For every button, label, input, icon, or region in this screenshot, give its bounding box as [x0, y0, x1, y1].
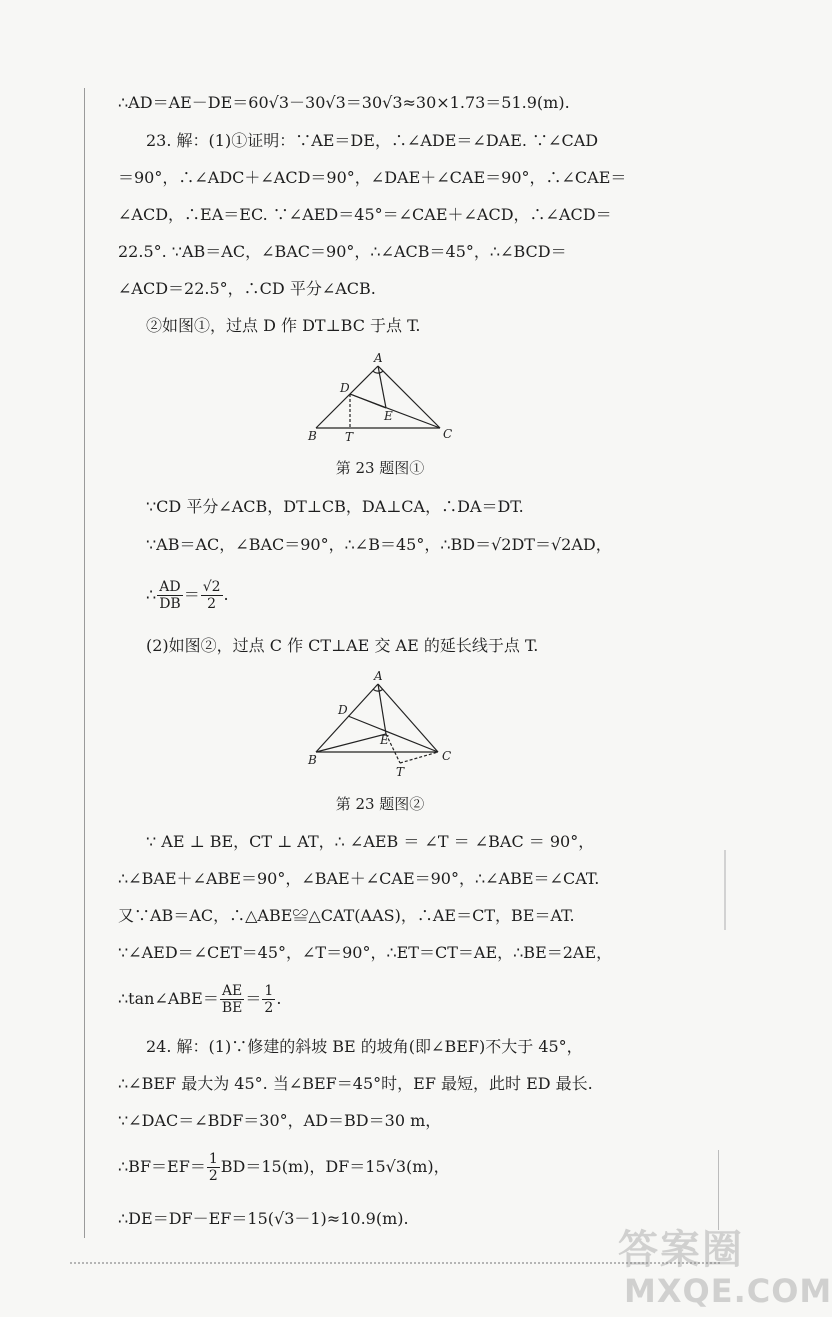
fig2-label-b: B	[308, 753, 317, 767]
fig2-label-c: C	[442, 749, 452, 763]
fig1-label-b: B	[308, 429, 317, 443]
fig2-label-d: D	[338, 703, 348, 717]
bf-suffix: BD＝15(m)，DF＝15√3(m)，	[220, 1157, 450, 1176]
watermark-logo	[608, 1212, 832, 1317]
fraction-one-half-denominator: 2	[264, 1000, 274, 1016]
line-q23-part-2: (2)如图②，过点 C 作 CT⊥AE 交 AE 的延长线于点 T.	[146, 636, 539, 655]
fraction-root2-2-numerator: √2	[202, 579, 221, 595]
line-q23-part2: ②如图①，过点 D 作 DT⊥BC 于点 T.	[146, 316, 421, 335]
fig1-label-a: A	[374, 351, 383, 365]
tan-period: .	[276, 989, 282, 1008]
line-q23-3: ∠ACD，∴EA＝EC. ∵∠AED＝45°＝∠CAE＋∠ACD，∴∠ACD＝	[118, 205, 612, 224]
line-ad-result: ∴AD＝AE－DE＝60√3－30√3＝30√3≈30×1.73＝51.9(m).	[118, 93, 570, 112]
line-q24-3: ∵∠DAC＝∠BDF＝30°，AD＝BD＝30 m，	[118, 1111, 442, 1130]
fig2-label-a: A	[374, 669, 383, 683]
line-q24-result: ∴DE＝DF－EF＝15(√3－1)≈10.9(m).	[118, 1209, 409, 1228]
fig1-label-d: D	[340, 381, 350, 395]
line-q23-5: ∠ACD＝22.5°，∴CD 平分∠ACB.	[118, 279, 376, 298]
line-q23-4: 22.5°. ∵AB＝AC，∠BAC＝90°，∴∠ACB＝45°，∴∠BCD＝	[118, 242, 567, 261]
line-congruence: 又∵AB＝AC，∴△ABE≌△CAT(AAS)，∴AE＝CT，BE＝AT.	[118, 906, 575, 925]
line-ratio	[146, 578, 686, 612]
line-q23-start: 23. 解：(1)①证明：∵AE＝DE，∴∠ADE＝∠DAE. ∵∠CAD	[146, 131, 599, 150]
line-q24-4	[118, 1150, 658, 1184]
line-be-2ae: ∵∠AED＝∠CET＝45°，∠T＝90°，∴ET＝CT＝AE，∴BE＝2AE，	[118, 943, 613, 962]
scan-edge-mark	[724, 850, 726, 930]
ratio-therefore: ∴	[146, 585, 157, 604]
line-q23-2: ＝90°，∴∠ADC＋∠ACD＝90°，∠DAE＋∠CAE＝90°，∴∠CAE＝	[118, 168, 627, 187]
line-bd-relation: ∵AB＝AC，∠BAC＝90°，∴∠B＝45°，∴BD＝√2DT＝√2AD，	[146, 535, 612, 554]
left-margin-rule	[84, 88, 85, 1238]
line-cd-bisector: ∵CD 平分∠ACB，DT⊥CB，DA⊥CA，∴DA＝DT.	[146, 497, 524, 516]
fraction-half-numerator: 1	[208, 1151, 218, 1167]
line-q24-start: 24. 解：(1)∵修建的斜坡 BE 的坡角(即∠BEF)不大于 45°，	[146, 1037, 583, 1056]
tan-prefix: ∴tan∠ABE＝	[118, 989, 219, 1008]
fraction-root2-2	[201, 579, 223, 612]
line-perpendicular-facts: ∵ AE ⊥ BE，CT ⊥ AT，∴ ∠AEB ＝ ∠T ＝ ∠BAC ＝ 90°，	[146, 832, 595, 851]
fraction-one-half	[262, 983, 275, 1016]
line-tan	[118, 982, 658, 1016]
fraction-ae-be-denominator: BE	[221, 1000, 243, 1016]
fraction-ae-be-numerator: AE	[220, 983, 245, 1000]
watermark-bottom: MXQE.COM	[624, 1272, 832, 1310]
fraction-half-denominator: 2	[208, 1168, 218, 1184]
fraction-half	[207, 1151, 220, 1184]
fraction-one-half-numerator: 1	[264, 983, 274, 999]
fraction-ae-be	[220, 983, 245, 1016]
figure-23-2-caption: 第 23 题图②	[335, 795, 425, 813]
bf-prefix: ∴BF＝EF＝	[118, 1157, 206, 1176]
ratio-period: .	[223, 585, 229, 604]
fraction-ad-db	[157, 579, 183, 612]
fraction-ad-db-denominator: DB	[159, 596, 181, 612]
fraction-root2-2-denominator: 2	[207, 596, 217, 612]
figure-23-2	[300, 669, 465, 780]
ratio-equals: ＝	[183, 585, 200, 604]
fig1-label-c: C	[443, 427, 453, 441]
line-angle-equality: ∴∠BAE＋∠ABE＝90°，∠BAE＋∠CAE＝90°，∴∠ABE＝∠CAT.	[118, 869, 600, 888]
watermark-top: 答案圈	[618, 1227, 744, 1273]
fig1-label-e: E	[384, 409, 393, 423]
line-q24-2: ∴∠BEF 最大为 45°. 当∠BEF＝45°时，EF 最短，此时 ED 最长.	[118, 1074, 593, 1093]
fig2-label-e: E	[380, 733, 389, 747]
fraction-ad-db-numerator: AD	[157, 579, 183, 596]
fig2-label-t: T	[396, 765, 405, 779]
figure-23-1	[300, 352, 465, 444]
figure-23-1-caption: 第 23 题图①	[335, 459, 425, 477]
tan-equals: ＝	[245, 989, 262, 1008]
fig1-label-t: T	[345, 430, 354, 444]
